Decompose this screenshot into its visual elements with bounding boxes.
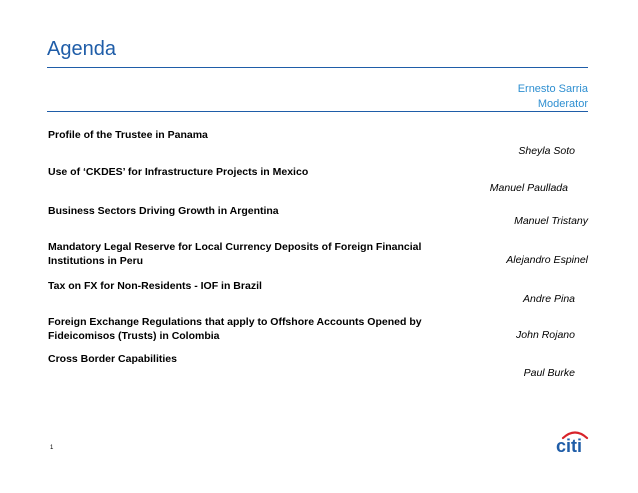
agenda-speaker: John Rojano [516, 329, 575, 341]
moderator-name: Ernesto Sarria [517, 83, 588, 95]
agenda-speaker: Manuel Tristany [514, 215, 588, 227]
title-divider [47, 67, 588, 68]
agenda-topic: Profile of the Trustee in Panama [48, 129, 208, 141]
agenda-speaker: Manuel Paullada [489, 182, 568, 194]
agenda-topic: Tax on FX for Non-Residents - IOF in Brazil [48, 280, 262, 292]
moderator-role: Moderator [537, 98, 588, 110]
page-number: 1 [50, 445, 54, 451]
agenda-topic: Use of ‘CKDES’ for Infrastructure Projects in Mexico [48, 166, 309, 178]
page-title: Agenda [47, 38, 116, 60]
agenda-speaker: Alejandro Espinel [506, 254, 588, 266]
moderator-block [518, 82, 588, 112]
agenda-topic: Cross Border Capabilities [48, 353, 177, 365]
agenda-topic: Business Sectors Driving Growth in Argentina [48, 205, 279, 217]
agenda-topic: Foreign Exchange Regulations that apply to Offshore Accounts Opened by Fideicomisos (Trusts) in Colombia [48, 316, 422, 342]
agenda-speaker: Sheyla Soto [518, 145, 575, 157]
agenda-speaker: Paul Burke [523, 367, 575, 379]
citi-logo-icon [549, 428, 589, 454]
agenda-topic: Mandatory Legal Reserve for Local Currency Deposits of Foreign Financial Institutions in Peru [48, 241, 422, 267]
agenda-speaker: Andre Pina [523, 293, 575, 305]
header-divider [47, 111, 588, 112]
logo-wordmark: citi [555, 436, 583, 454]
